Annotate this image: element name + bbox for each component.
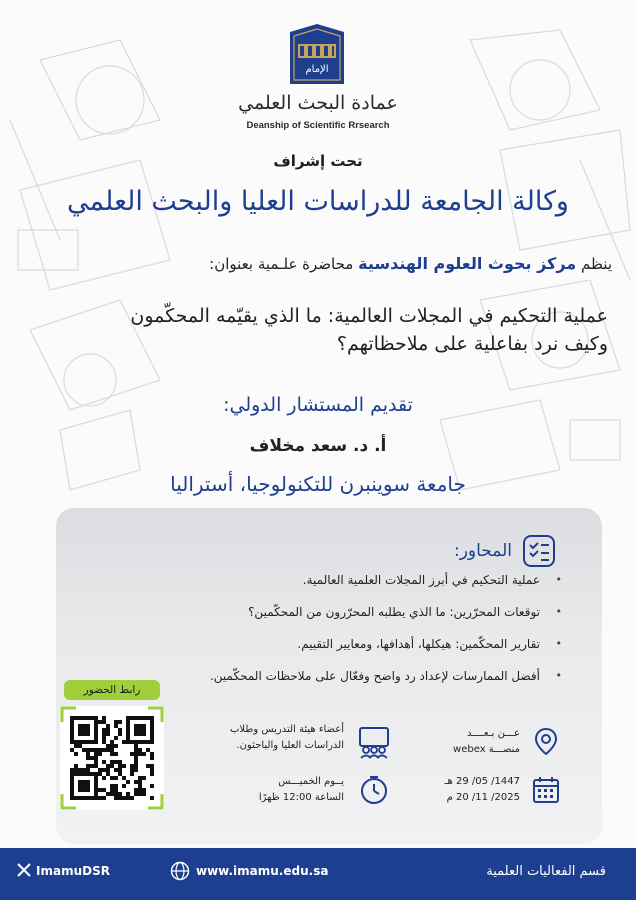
axis-item: • توقعات المحرّرين: ما الذي يطلبه المحرّرون من المحكّمين؟ [112,596,562,628]
presenter-label: تقديم المستشار الدولي: [223,394,413,416]
checklist-icon [522,534,556,568]
audience-info [230,722,344,754]
audience-icon [356,724,392,760]
logo-text: الإمام [305,64,329,75]
calendar-icon [530,774,562,806]
footer-department: قسم الفعاليات العلمية [486,864,606,879]
under-supervision-label: تحت إشراف [273,152,363,170]
x-handle[interactable]: ImamuDSR [36,864,110,878]
titled-word: بعنوان: [209,255,254,273]
organizes-word: ينظم [581,255,612,273]
axes-label: المحاور: [453,541,512,561]
research-center-name: مركز بحوث العلوم الهندسية [358,254,577,273]
deanship-english-name: Deanship of Scientific Rrsearch [246,120,390,131]
axes-list [112,564,562,692]
time-info [259,774,344,806]
axis-item: • عملية التحكيم في أبرز المجلات العلمية العالمية. [112,564,562,596]
organizer-line [12,254,612,273]
mode-line-1: عـــن بـعــــد [466,728,520,739]
audience-line-2: الدراسات العليا والباحثون. [236,740,344,751]
date-info [445,774,520,806]
lecture-title-line-2: وكيف نرد بفاعلية على ملاحظاتهم؟ [336,333,608,355]
globe-icon [170,861,190,881]
mode-line-2: منصـــة webex [453,744,520,755]
date-hijri: 1447/ 05/ 29 هـ [444,776,520,787]
deanship-arabic-name: عمادة البحث العلمي [238,92,398,114]
clock-icon [358,774,390,806]
lecture-prefix: محاضرة علـمية [257,255,354,273]
lecture-title-line-1: عملية التحكيم في المجلات العالمية: ما الذي يقيّمه المحكّمون [130,305,608,327]
vice-rectorate-name: وكالة الجامعة للدراسات العليا والبحث العلمي [67,186,569,217]
website-link[interactable]: www.imamu.edu.sa [196,864,329,878]
qr-code [60,706,164,810]
time-line: الساعة 12:00 ظهرًا [258,792,344,803]
attendance-link-badge: رابط الحضور [64,680,160,700]
university-logo [286,22,348,88]
axes-header [454,534,556,568]
presenter-university: جامعة سوينبرن للتكنولوجيا، أستراليا [170,472,466,496]
audience-line-1: أعضاء هيئة التدريس وطلاب [230,724,344,735]
axis-item: • أفضل الممارسات لإعداد رد واضح وفعّال على ملاحظات المحكّمين. [112,660,562,692]
x-logo-icon [16,862,32,878]
axis-item: • تقارير المحكّمين: هيكلها، أهدافها، ومعايير التقييم. [112,628,562,660]
mode-info [453,726,520,758]
lecture-title [28,302,608,358]
presenter-name: أ. د. سعد مخلاف [249,436,387,456]
day-line: يــوم الخميـــس [278,776,344,787]
date-gregorian: 2025/ 11/ 20 م [446,792,520,803]
location-pin-icon [530,726,562,758]
attendance-qr-code[interactable] [60,706,164,810]
